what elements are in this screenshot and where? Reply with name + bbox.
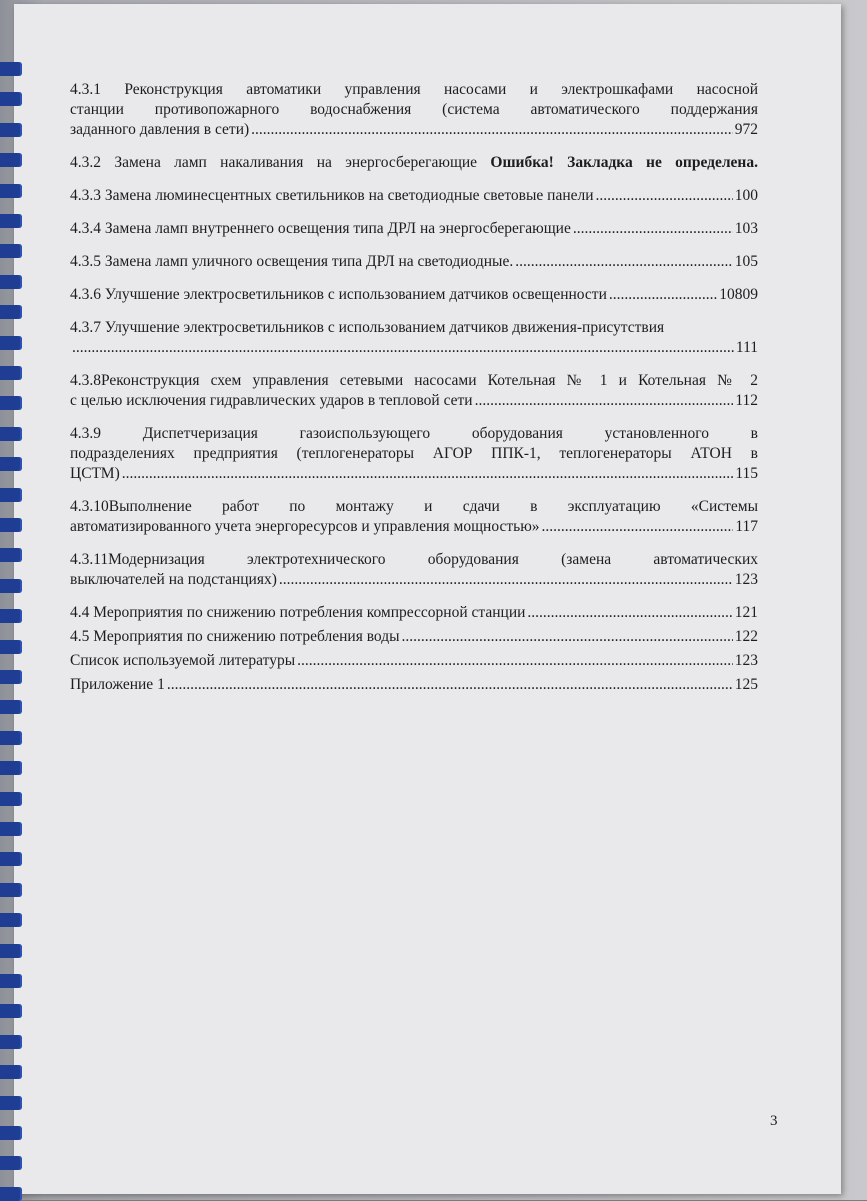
binding-ring xyxy=(0,427,22,441)
binding-ring xyxy=(0,488,22,502)
toc-page-number: 103 xyxy=(734,220,758,237)
toc-page-number: 117 xyxy=(735,518,758,535)
leader-dots xyxy=(527,603,732,623)
toc-entry-4-3-3 xyxy=(70,186,758,206)
binding-ring xyxy=(0,244,22,258)
leader-dots xyxy=(475,391,734,411)
binding-ring xyxy=(0,944,22,958)
leader-dots xyxy=(297,651,733,671)
toc-entry-text: станции противопожарного водоснабжения (система автоматического поддержания xyxy=(70,101,758,118)
binding-ring xyxy=(0,883,22,897)
binding-ring xyxy=(0,1156,22,1170)
toc-entry-appendix xyxy=(70,675,758,695)
bookmark-error-text: Ошибка! Закладка не определена. xyxy=(490,154,758,171)
binding-ring xyxy=(0,1004,22,1018)
binding-ring xyxy=(0,792,22,806)
toc-entry-text: 4.3.3 Замена люминесцентных светильников на светодиодные световые панели xyxy=(70,187,594,204)
toc-entry-4-3-6 xyxy=(70,285,758,305)
binding-ring xyxy=(0,1035,22,1049)
binding-ring xyxy=(0,761,22,775)
binding-ring xyxy=(0,275,22,289)
binding-ring xyxy=(0,852,22,866)
binding-ring xyxy=(0,396,22,410)
binding-ring xyxy=(0,913,22,927)
leader-dots xyxy=(515,252,733,272)
binding-ring xyxy=(0,1187,22,1201)
toc-entry-4-3-5 xyxy=(70,252,758,272)
binding-ring xyxy=(0,214,22,228)
leader-dots xyxy=(72,338,734,358)
binding-ring xyxy=(0,670,22,684)
toc-page-number: 115 xyxy=(735,465,758,482)
leader-dots xyxy=(402,627,733,647)
binding-ring xyxy=(0,457,22,471)
toc-entry-text: ЦСТМ) xyxy=(70,465,120,482)
toc-entry-text: заданного давления в сети) xyxy=(70,121,250,138)
toc-entry-4-3-2 xyxy=(70,153,758,173)
leader-dots xyxy=(542,517,734,537)
binding-ring xyxy=(0,548,22,562)
toc-entry-4-3-10 xyxy=(70,497,758,537)
toc-page-number: 972 xyxy=(734,121,758,138)
toc-entry-text: 4.5 Мероприятия по снижению потребления воды xyxy=(70,628,400,645)
binding-ring xyxy=(0,518,22,532)
toc-entry-text: 4.3.7 Улучшение электросветильников с использованием датчиков движения-присутствия xyxy=(70,319,665,336)
toc-entry-text: Список используемой литературы xyxy=(70,652,296,669)
binding-ring xyxy=(0,366,22,380)
leader-dots xyxy=(573,219,733,239)
toc-page-number: 10809 xyxy=(719,286,758,303)
leader-dots xyxy=(167,675,733,695)
binding-ring xyxy=(0,1126,22,1140)
toc-entry-4-4 xyxy=(70,603,758,623)
toc-entry-text: 4.3.11Модернизация электротехнического оборудования (замена автоматических xyxy=(70,551,758,568)
binding-ring xyxy=(0,640,22,654)
leader-dots xyxy=(279,570,733,590)
leader-dots xyxy=(609,285,717,305)
toc-entry-text: выключателей на подстанциях) xyxy=(70,571,277,588)
toc-entry-4-5 xyxy=(70,627,758,647)
toc-entry-text: автоматизированного учета энергоресурсов и управления мощностью» xyxy=(70,518,540,535)
toc-entry-4-3-9 xyxy=(70,424,758,484)
toc-entry-4-3-1 xyxy=(70,80,758,140)
leader-dots xyxy=(596,186,733,206)
toc-entry-text: 4.3.8Реконструкция схем управления сетевыми насосами Котельная № 1 и Котельная № 2 xyxy=(70,372,758,389)
toc-entry-4-3-8 xyxy=(70,371,758,411)
toc-entry-4-3-11 xyxy=(70,550,758,590)
toc-page-number: 105 xyxy=(734,253,758,270)
toc-entry-text: 4.3.1 Реконструкция автоматики управления насосами и электрошкафами насосной xyxy=(70,81,758,98)
toc-entry-text: 4.3.4 Замена ламп внутреннего освещения типа ДРЛ на энергосберегающие xyxy=(70,220,571,237)
spiral-binding xyxy=(0,0,26,1200)
binding-ring xyxy=(0,609,22,623)
binding-ring xyxy=(0,62,22,76)
table-of-contents xyxy=(70,80,758,695)
toc-entry-text: 4.3.10Выполнение работ по монтажу и сдачи в эксплуатацию «Системы xyxy=(70,498,758,515)
toc-entry-4-3-7 xyxy=(70,318,758,358)
toc-entry-text: Приложение 1 xyxy=(70,676,165,693)
binding-ring xyxy=(0,184,22,198)
toc-entry-text: 4.4 Мероприятия по снижению потребления компрессорной станции xyxy=(70,604,526,621)
toc-page-number: 112 xyxy=(735,392,758,409)
binding-ring xyxy=(0,1065,22,1079)
toc-entry-text: с целью исключения гидравлических ударов в тепловой сети xyxy=(70,392,473,409)
binding-ring xyxy=(0,123,22,137)
toc-page-number: 122 xyxy=(734,628,758,645)
toc-page-number: 100 xyxy=(734,187,758,204)
binding-ring xyxy=(0,305,22,319)
binding-ring xyxy=(0,336,22,350)
binding-ring xyxy=(0,1096,22,1110)
toc-entry-literature xyxy=(70,651,758,671)
toc-entry-4-3-4 xyxy=(70,219,758,239)
leader-dots xyxy=(122,464,734,484)
binding-ring xyxy=(0,579,22,593)
binding-ring xyxy=(0,974,22,988)
binding-ring xyxy=(0,92,22,106)
binding-ring xyxy=(0,153,22,167)
binding-ring xyxy=(0,731,22,745)
toc-entry-text: 4.3.6 Улучшение электросветильников с использованием датчиков освещенности xyxy=(70,286,607,303)
toc-page-number: 121 xyxy=(734,604,758,621)
toc-page-number: 123 xyxy=(734,652,758,669)
toc-entry-text: 4.3.9 Диспетчеризация газоиспользующего оборудования установленного в xyxy=(70,425,758,442)
toc-entry-text: 4.3.2 Замена ламп накаливания на энергосберегающие xyxy=(70,154,478,171)
toc-entry-text: 4.3.5 Замена ламп уличного освещения типа ДРЛ на светодиодные. xyxy=(70,253,514,270)
binding-ring xyxy=(0,822,22,836)
toc-page-number: 123 xyxy=(734,571,758,588)
leader-dots xyxy=(251,120,733,140)
binding-ring xyxy=(0,700,22,714)
toc-page-number: 111 xyxy=(735,339,758,356)
toc-page-number: 125 xyxy=(734,676,758,693)
page-number: 3 xyxy=(770,1113,778,1129)
toc-entry-text: подразделениях предприятия (теплогенераторы АГОР ППК-1, теплогенераторы АТОН в xyxy=(70,445,758,462)
